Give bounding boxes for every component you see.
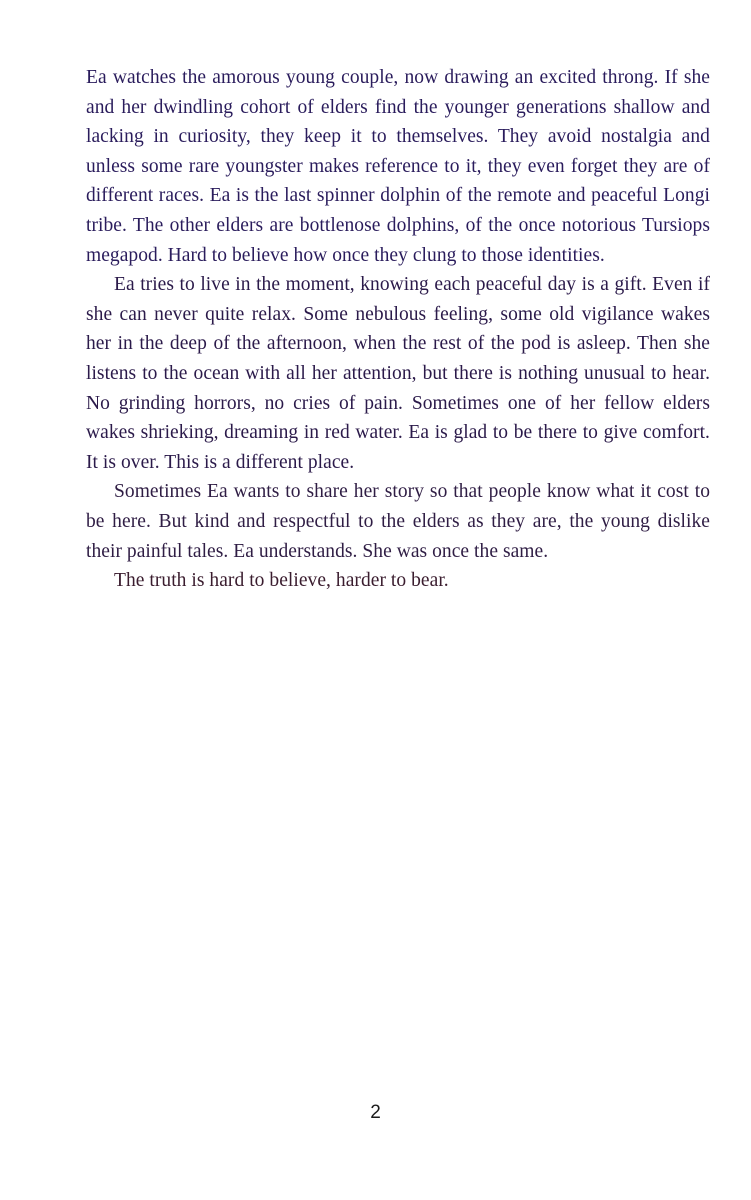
page-number: 2 <box>370 1102 381 1123</box>
body-text <box>86 63 710 596</box>
paragraph-3: Sometimes Ea wants to share her story so that people know what it cost to be here. But kind and respectful to the elders as they are, the young dislike their painful tales. Ea understands. She was once the same. <box>86 481 710 562</box>
paragraph-4: The truth is hard to believe, harder to bear. <box>114 570 449 592</box>
paragraph-1: Ea watches the amorous young couple, now drawing an excited throng. If she and her dwindling cohort of elders find the younger generations shallow and lacking in curiosity, they keep it to themselves. They avoid nostalgia and unless some rare youngster makes reference to it, they even forget they are of different races. Ea is the last spinner dolphin of the remote and peaceful Longi tribe. The other elders are bottlenose dolphins, of the once notorious Tursiops megapod. Hard to believe how once they clung to those identities. <box>86 67 710 266</box>
paragraph-2: Ea tries to live in the moment, knowing each peaceful day is a gift. Even if she can never quite relax. Some nebulous feeling, some old vigilance wakes her in the deep of the afternoon, when the rest of the pod is asleep. Then she listens to the ocean with all her attention, but there is nothing unusual to hear. No grinding horrors, no cries of pain. Sometimes one of her fellow elders wakes shrieking, dreaming in red water. Ea is glad to be there to give comfort. It is over. This is a different place. <box>86 274 710 473</box>
